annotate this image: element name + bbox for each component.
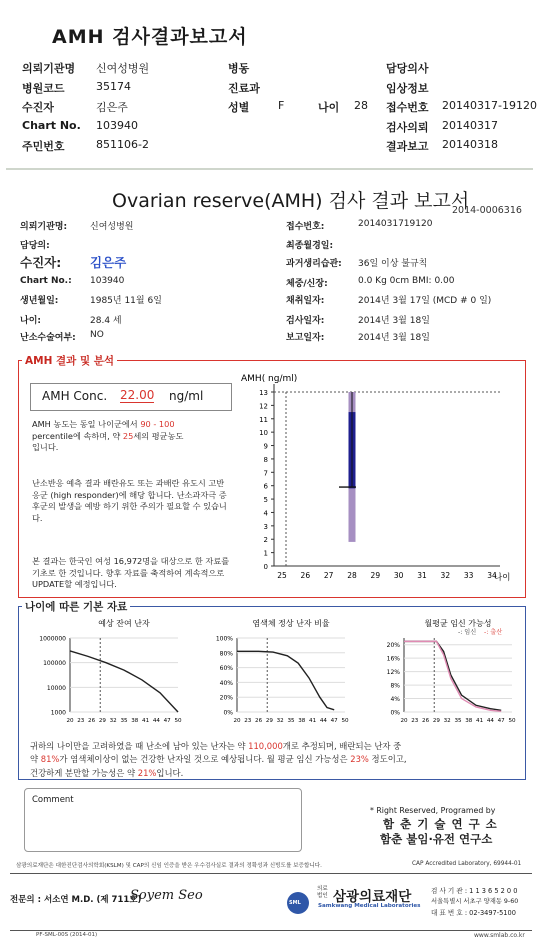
amh-y-tick-label: 0 (263, 563, 268, 571)
header-label: 의뢰기관명 (22, 62, 76, 75)
header-label: 진료과 (228, 81, 260, 95)
header-label: 수진자 (22, 101, 54, 114)
chart-x-tick-label: 41 (476, 718, 484, 724)
pregnancy-chance-chart (362, 614, 522, 734)
contact-address: 서울특별시 서초구 양재동 9-60 (431, 898, 519, 905)
chart-x-tick-label: 20 (66, 718, 74, 724)
summary-egg-count: 110,000 (248, 741, 283, 751)
report-label: 접수번호: (286, 222, 325, 232)
chart-x-tick-label: 50 (174, 718, 182, 724)
chart-x-tick-label: 50 (341, 718, 349, 724)
report-value: 36일 이상 불규칙 (358, 259, 428, 269)
amh-x-tick-label: 26 (300, 571, 311, 580)
chart-y-tick-label: 20% (386, 642, 400, 650)
contact-phone: 대 표 번 호 : 02-3497-5100 (431, 909, 516, 917)
signature: Soyem Seo (130, 888, 203, 903)
report-label: 과거생리습관: (286, 259, 342, 269)
amh-y-label: AMH( ng/ml) (241, 374, 298, 384)
chart-y-tick-label: 8% (390, 682, 400, 690)
chart-x-tick-label: 35 (454, 718, 462, 724)
amh-x-tick-label: 32 (440, 571, 451, 580)
patient-value: 103940 (90, 276, 125, 286)
header-value: 20140317-19120 (442, 99, 537, 112)
legend-pregnancy: -: 임신 (458, 629, 477, 636)
patient-label: 난소수술여부: (20, 333, 76, 343)
org-prefix: 의료법인 (317, 886, 328, 899)
header-label: 접수번호 (386, 101, 429, 114)
amh-y-tick-label: 3 (263, 522, 268, 531)
summary-text: 귀하의 나이만을 고려하였을 때 난소에 남아 있는 난자는 약 (30, 741, 246, 751)
patient-label: 생년월일: (20, 296, 59, 306)
summary-text: 정도이고, (371, 754, 407, 765)
header-label: 나이 (318, 101, 340, 114)
amh-y-tick-label: 5 (263, 496, 268, 505)
contact-lab-number: 검 사 기 관 : 1 1 3 6 5 2 0 0 (431, 887, 518, 895)
chart-series-line (404, 641, 501, 710)
chart-series-line (237, 651, 334, 709)
chart-title: 예상 잔여 난자 (98, 619, 150, 628)
chart-x-tick-label: 47 (330, 718, 338, 724)
summary-text: 개로 추정되며, 배란되는 난자 중 (282, 741, 402, 751)
chart-title: 염색체 정상 난자 비율 (252, 619, 330, 628)
chart-x-tick-label: 32 (109, 718, 117, 724)
rights-text: * Right Reserved, Programed by (370, 806, 496, 815)
amh-y-tick-label: 9 (263, 442, 268, 451)
header-label: 병동 (228, 62, 250, 75)
org-name: 삼광의료재단 (333, 889, 412, 905)
chart-x-tick-label: 47 (497, 718, 505, 724)
chart-x-tick-label: 23 (411, 718, 419, 724)
patient-value: 김은주 (90, 255, 127, 270)
chart-x-tick-label: 26 (422, 718, 430, 724)
amh-conc-label: AMH Conc. (42, 389, 108, 403)
summary-pregnancy-chance: 23% (350, 754, 369, 765)
report-label: 검사일자: (286, 316, 325, 326)
age-summary (30, 740, 520, 780)
chart-y-tick-label: 12% (386, 669, 400, 677)
amh-average-age: 25 (122, 430, 134, 441)
chart-series-line (404, 641, 501, 711)
chart-series-line (70, 651, 178, 712)
chart-x-tick-label: 26 (88, 718, 96, 724)
chart-x-tick-label: 41 (142, 718, 150, 724)
amh-y-tick-label: 13 (259, 389, 268, 397)
chart-x-tick-label: 41 (309, 718, 317, 724)
chart-x-tick-label: 23 (77, 718, 85, 724)
summary-text: 약 (30, 754, 39, 765)
header-value: 20140317 (442, 118, 498, 132)
patient-value: 1985년 11월 6일 (90, 296, 162, 306)
header-value: F (278, 99, 285, 112)
website-url: www.smlab.co.kr (474, 932, 525, 939)
report-label: 최종월경일: (286, 241, 334, 251)
amh-data-note: 본 결과는 한국인 여성 16,972명을 대상으로 한 자료를 기초로 한 것입니다. 향후 자료를 축적하여 계속적으로 UPDATE할 예정입니다. (32, 556, 230, 589)
summary-text: 가 염색체이상이 없는 건강한 난자일 것으로 예상됩니다. 월 평균 임신 가능성은 (59, 754, 348, 765)
chart-y-tick-label: 20% (219, 694, 233, 702)
chart-y-tick-label: 4% (390, 696, 400, 704)
header-label: 담당의사 (386, 62, 429, 75)
age-section-title: 나이에 따른 기본 자료 (22, 599, 130, 614)
amh-y-tick-label: 8 (263, 455, 268, 464)
chart-y-tick-label: 0% (390, 709, 400, 717)
chart-x-tick-label: 50 (508, 718, 516, 724)
report-title: Ovarian reserve(AMH) 검사 결과 보고서 (112, 190, 470, 212)
chart-x-tick-label: 38 (465, 718, 473, 724)
patient-label: 나이: (20, 316, 41, 326)
amh-conc-unit: ng/ml (169, 389, 204, 403)
amh-y-tick-label: 6 (263, 482, 268, 491)
cert-text: 삼광의료재단은 대한진단검사의학회(KSLM) 및 CAP의 신임 인증을 받은 우수검사실로 결과의 정확성과 신빙도를 보증합니다. (16, 863, 322, 869)
page-title: AMH 검사결과보고서 (52, 26, 248, 48)
summary-normal-ratio: 81% (40, 754, 60, 765)
chart-x-tick-label: 38 (298, 718, 306, 724)
header-value: 신여성병원 (96, 62, 150, 75)
amh-y-tick-label: 7 (263, 469, 268, 478)
header-value: 김은주 (96, 101, 128, 114)
amh-x-tick-label: 29 (370, 571, 381, 580)
amh-y-tick-label: 10 (259, 429, 268, 438)
org-name-en: Samkwang Medical Laboratories (318, 903, 421, 909)
report-label: 채취일자: (286, 296, 325, 306)
patient-value: 28.4 세 (90, 316, 122, 326)
chart-x-tick-label: 44 (152, 718, 160, 724)
amh-conc-value: 22.00 (120, 388, 155, 402)
chart-x-tick-label: 35 (120, 718, 128, 724)
comment-label: Comment (32, 795, 74, 805)
patient-label: 수진자: (20, 255, 62, 270)
report-value: 2014년 3월 17일 (MCD # 0 일) (358, 296, 492, 306)
chart-y-tick-label: 80% (219, 650, 233, 658)
header-label: 주민번호 (22, 140, 65, 153)
chart-x-tick-label: 32 (443, 718, 451, 724)
amh-percentile-text (32, 419, 232, 454)
report-value: 0.0 Kg 0cm BMI: 0.00 (358, 276, 455, 286)
header-value: 20140318 (442, 138, 498, 151)
amh-x-tick-label: 28 (347, 571, 357, 580)
chart-title: 월평균 임신 가능성 (424, 619, 492, 628)
remaining-eggs-chart (28, 614, 188, 734)
header-label: 병원코드 (22, 81, 65, 95)
header-value: 851106-2 (96, 138, 149, 151)
chart-x-tick-label: 44 (319, 718, 327, 724)
chart-y-tick-label: 100% (215, 635, 233, 643)
legend-birth: -: 출산 (484, 629, 503, 636)
report-doc-code: 2014-0006316 (452, 205, 522, 216)
amh-y-tick-label: 2 (263, 536, 268, 545)
chart-x-tick-label: 20 (400, 718, 408, 724)
summary-birth-chance: 21% (137, 767, 157, 778)
summary-text: 건강하게 분만할 가능성은 약 (30, 767, 136, 778)
amh-y-tick-label: 12 (259, 402, 268, 411)
chart-y-tick-label: 16% (386, 655, 400, 663)
header-label: Chart No. (22, 118, 81, 132)
chart-x-tick-label: 38 (131, 718, 139, 724)
amh-y-tick-label: 1 (263, 549, 268, 558)
amh-percentile-text-b: percentile에 속하며, 약 (32, 430, 121, 441)
chart-y-tick-label: 1000000 (39, 635, 66, 643)
header-label: 임상정보 (386, 81, 429, 95)
header-value: 28 (354, 99, 368, 112)
report-value: 2014년 3월 18일 (358, 316, 430, 326)
patient-label: 의뢰기관명: (20, 222, 68, 232)
chart-x-tick-label: 20 (233, 718, 241, 724)
amh-y-tick-label: 4 (263, 509, 268, 518)
header-label: 검사의뢰 (386, 120, 429, 134)
chart-y-tick-label: 40% (219, 679, 233, 687)
footer-divider (10, 873, 532, 874)
patient-value: NO (90, 330, 104, 340)
patient-value: 신여성병원 (90, 222, 134, 232)
header-value: 35174 (96, 79, 131, 93)
patient-label: Chart No.: (20, 276, 72, 286)
chart-y-tick-label: 100000 (43, 660, 66, 668)
chart-x-tick-label: 47 (163, 718, 171, 724)
chart-x-tick-label: 26 (255, 718, 263, 724)
chart-x-tick-label: 23 (244, 718, 252, 724)
report-value: 2014031719120 (358, 219, 433, 229)
lab-name-2: 함춘 불임·유전 연구소 (380, 832, 493, 846)
summary-text: 입니다. (156, 767, 184, 778)
form-code: PF-SML-00S (2014-01) (36, 932, 98, 938)
chart-x-tick-label: 29 (98, 718, 106, 724)
chart-y-tick-label: 1000 (50, 709, 66, 717)
chart-x-tick-label: 29 (432, 718, 440, 724)
amh-x-tick-label: 25 (277, 571, 287, 580)
normal-chromosome-chart (195, 614, 355, 734)
amh-percentile-text-d: 입니다. (32, 442, 59, 452)
amh-x-tick-label: 33 (463, 571, 474, 580)
chart-y-tick-label: 0% (223, 709, 233, 717)
amh-x-tick-label: 31 (417, 571, 427, 580)
amh-x-tick-label: 27 (323, 571, 334, 580)
chart-y-tick-label: 60% (219, 665, 233, 673)
header-label: 결과보고 (386, 140, 429, 153)
amh-section-title: AMH 결과 및 분석 (22, 353, 117, 368)
lab-name-1: 함 춘 기 술 연 구 소 (383, 817, 498, 831)
cap-text: CAP Accredited Laboratory, 6994​4-01 (412, 861, 522, 867)
specialist: 전문의 : 서소연 M.D. (제 711호) (10, 895, 142, 905)
amh-x-tick-label: 30 (393, 571, 404, 580)
amh-age-chart (238, 368, 520, 590)
sml-logo-text: SML (289, 900, 301, 906)
chart-x-tick-label: 35 (287, 718, 295, 724)
report-label: 체중/신장: (286, 279, 328, 289)
chart-y-tick-label: 10000 (46, 684, 66, 692)
amh-response-text: 난소반응 예측 결과 배란유도 또는 과배란 유도시 고반응군 (high responder)에 해당 합니다. 난소과자극 증후군의 발생을 예방 하기 위한 주의가 필요할 수 있습니다. (32, 478, 227, 523)
report-label: 보고일자: (286, 333, 325, 343)
amh-x-label: 나이 (494, 573, 511, 583)
amh-percentile-value: 90 - 100 (140, 419, 175, 429)
amh-percentile-text-a: AMH 농도는 동일 나이군에서 (32, 419, 138, 429)
amh-y-tick-label: 11 (259, 415, 268, 424)
header-value: 103940 (96, 118, 138, 132)
amh-x-tick-label: 34 (487, 571, 497, 580)
report-value: 2014년 3월 18일 (358, 333, 430, 343)
amh-percentile-text-c: 세의 평균농도 (133, 430, 184, 441)
chart-x-tick-label: 44 (486, 718, 494, 724)
chart-x-tick-label: 29 (265, 718, 273, 724)
chart-x-tick-label: 32 (276, 718, 284, 724)
header-label: 성별 (228, 101, 250, 114)
patient-label: 담당의: (20, 241, 50, 251)
bottom-divider (10, 930, 532, 931)
